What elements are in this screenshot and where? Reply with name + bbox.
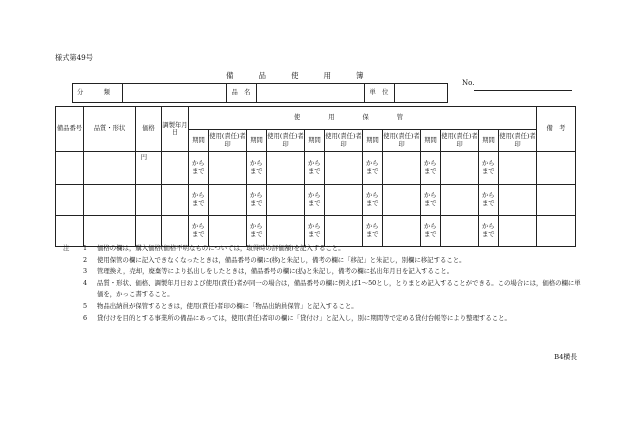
subheader-period: 期間 [479, 130, 499, 152]
price-cell[interactable] [136, 185, 162, 216]
note-number: 1 [83, 244, 88, 252]
note-item [63, 301, 583, 313]
item-name-label: 品 名 [226, 84, 256, 103]
serial-number-label: No. [462, 79, 475, 87]
item-name-field[interactable] [256, 84, 364, 103]
period-cell[interactable]: から まで [189, 152, 209, 185]
user-seal-cell[interactable] [441, 185, 479, 216]
user-seal-cell[interactable] [209, 152, 247, 185]
unit-label: 単 位 [364, 84, 394, 103]
category-label: 分 類 [72, 84, 122, 103]
quality-shape-cell[interactable] [84, 152, 136, 185]
period-cell[interactable]: から まで [421, 216, 441, 247]
subheader-period: 期間 [305, 130, 325, 152]
item-number-cell[interactable] [56, 185, 84, 216]
price-cell[interactable]: 円 [136, 152, 162, 185]
note-item [63, 278, 583, 301]
subheader-period: 期間 [363, 130, 383, 152]
user-seal-cell[interactable] [267, 185, 305, 216]
quality-shape-cell[interactable] [84, 185, 136, 216]
period-cell[interactable]: から まで [305, 185, 325, 216]
period-cell[interactable]: から まで [363, 216, 383, 247]
period-cell[interactable]: から まで [363, 152, 383, 185]
item-number-cell[interactable] [56, 216, 84, 247]
quality-shape-cell[interactable] [84, 216, 136, 247]
item-number-cell[interactable] [56, 152, 84, 185]
header-item-number: 備品番号 [56, 107, 84, 152]
period-cell[interactable]: から まで [247, 152, 267, 185]
note-number: 2 [83, 255, 88, 264]
subheader-user-seal: 使用(責任)者印 [383, 130, 421, 152]
subheader-user-seal: 使用(責任)者印 [267, 130, 305, 152]
user-seal-cell[interactable] [499, 185, 537, 216]
header-price: 価格 [136, 107, 162, 152]
subheader-period: 期間 [421, 130, 441, 152]
subheader-user-seal: 使用(責任)者印 [499, 130, 537, 152]
period-cell[interactable]: から まで [305, 152, 325, 185]
remarks-cell[interactable] [537, 152, 576, 185]
manufacture-date-cell[interactable] [162, 216, 189, 247]
header-manufacture-date: 調製年月日 [162, 107, 189, 152]
price-cell[interactable] [136, 216, 162, 247]
subheader-user-seal: 使用(責任)者印 [325, 130, 363, 152]
period-cell[interactable]: から まで [189, 185, 209, 216]
note-text: 物品出納員が保管するときは，使用(責任)者印の欄に「物品出納員保管」と記入すること。 [97, 301, 358, 310]
period-cell[interactable]: から まで [247, 216, 267, 247]
manufacture-date-cell[interactable] [162, 185, 189, 216]
manufacture-date-cell[interactable] [162, 152, 189, 185]
note-text: 管理換え，売却，廃棄等により払出しをしたときは，備品番号の欄に⦅払⦆と朱記し，備考の欄に払出年月日を記入すること。 [97, 267, 454, 276]
note-item [63, 255, 583, 267]
user-seal-cell[interactable] [441, 216, 479, 247]
user-seal-cell[interactable] [383, 185, 421, 216]
period-cell[interactable]: から まで [479, 152, 499, 185]
period-cell[interactable]: から まで [305, 216, 325, 247]
classification-table [55, 83, 448, 103]
note-number: 4 [83, 278, 88, 287]
notes-prefix: 注 [63, 244, 70, 252]
note-item [63, 266, 583, 278]
period-cell[interactable]: から まで [421, 152, 441, 185]
period-cell[interactable]: から まで [479, 185, 499, 216]
form-number: 様式第49号 [55, 53, 93, 62]
paper-size-label: B4横長 [554, 353, 577, 361]
note-item [63, 243, 583, 255]
serial-number-field[interactable] [474, 90, 572, 91]
user-seal-cell[interactable] [267, 216, 305, 247]
notes-section [63, 243, 583, 324]
subheader-user-seal: 使用(責任)者印 [209, 130, 247, 152]
subheader-period: 期間 [247, 130, 267, 152]
note-text: 使用保管の欄に記入できなくなったときは，備品番号の欄に⦅移⦆と朱記し，備考の欄に「移記」と朱記し，別欄に移記すること。 [97, 255, 466, 264]
note-number: 3 [83, 267, 88, 276]
user-seal-cell[interactable] [209, 216, 247, 247]
user-seal-cell[interactable] [499, 216, 537, 247]
header-quality-shape: 品質・形状 [84, 107, 136, 152]
subheader-period: 期間 [189, 130, 209, 152]
user-seal-cell[interactable] [325, 216, 363, 247]
form-title: 備品使用簿 [226, 71, 389, 80]
category-field[interactable] [122, 84, 226, 103]
equipment-usage-table [55, 106, 576, 247]
header-remarks: 備 考 [537, 107, 576, 152]
remarks-cell[interactable] [537, 216, 576, 247]
period-cell[interactable]: から まで [247, 185, 267, 216]
user-seal-cell[interactable] [325, 152, 363, 185]
note-text: 価格の欄は，購入価格(価格不明なものについては，取得時の評価額)を記入すること。 [97, 244, 345, 252]
remarks-cell[interactable] [537, 185, 576, 216]
subheader-user-seal: 使用(責任)者印 [441, 130, 479, 152]
user-seal-cell[interactable] [383, 216, 421, 247]
user-seal-cell[interactable] [209, 185, 247, 216]
period-cell[interactable]: から まで [363, 185, 383, 216]
unit-field[interactable] [394, 84, 447, 103]
period-cell[interactable]: から まで [189, 216, 209, 247]
period-cell[interactable]: から まで [421, 185, 441, 216]
user-seal-cell[interactable] [267, 152, 305, 185]
note-text: 品質・形状、価格、調製年月日および使用(責任)者が同一の場合は，備品番号の欄に例えば1～50とし，とりまとめ記入することができる。この場合には，価格の欄に単価を，かっこ書すること。 [97, 278, 581, 299]
note-text: 貸付けを目的とする事業所の備品にあっては，使用(責任)者印の欄に「貸付け」と記入し，別に期間等で定める貸付台帳等により整理すること。 [97, 313, 511, 322]
header-usage-storage: 使用保管 [189, 107, 537, 130]
user-seal-cell[interactable] [325, 185, 363, 216]
period-cell[interactable]: から まで [479, 216, 499, 247]
note-number: 5 [83, 301, 88, 310]
note-item [63, 313, 583, 325]
user-seal-cell[interactable] [499, 152, 537, 185]
user-seal-cell[interactable] [441, 152, 479, 185]
note-number: 6 [83, 313, 88, 322]
user-seal-cell[interactable] [383, 152, 421, 185]
